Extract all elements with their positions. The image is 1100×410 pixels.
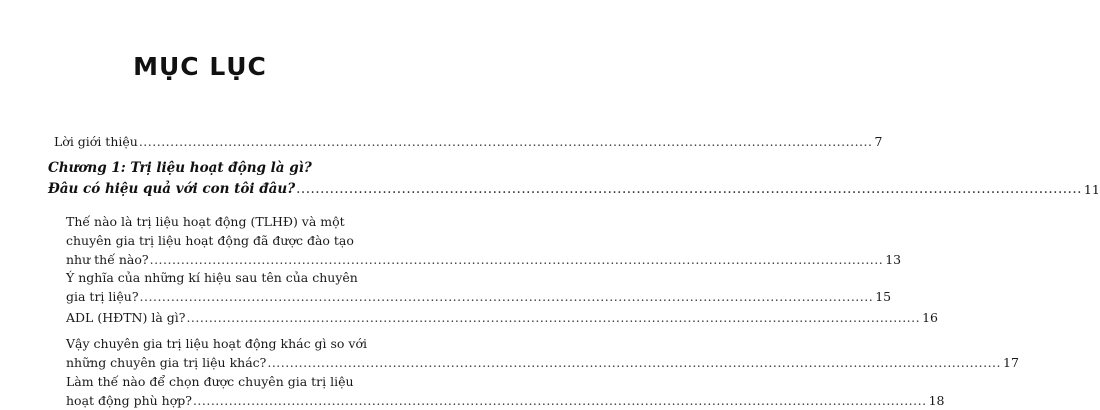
toc-page-number: 7 — [874, 134, 883, 149]
chapter-title-line-1: Chương 1: Trị liệu hoạt động là gì? — [48, 160, 312, 176]
toc-page-number: 15 — [875, 289, 892, 304]
leader-dots — [193, 391, 927, 410]
toc-entry[interactable] — [66, 308, 938, 327]
toc-page-number: 17 — [1003, 355, 1019, 370]
chapter-title-line-2: Đâu có hiệu quả với con tôi đâu? — [48, 181, 296, 197]
leader-dots — [150, 250, 884, 269]
toc-entry-line: Làm thế nào để chọn được chuyên gia trị liệu — [66, 374, 354, 389]
toc-entry[interactable] — [66, 334, 1019, 372]
leader-dots — [186, 308, 920, 327]
toc-entry-label: như thế nào? — [66, 252, 149, 267]
toc-page-number: 13 — [885, 252, 902, 267]
toc-entry-label: những chuyên gia trị liệu khác? — [66, 355, 267, 370]
toc-entry[interactable] — [66, 268, 892, 306]
toc-entry-intro[interactable] — [54, 132, 883, 151]
toc-page-number: 16 — [922, 310, 938, 325]
toc-entry-line: chuyên gia trị liệu hoạt động đã được đào tạo — [66, 233, 354, 248]
toc-entry-line: Thế nào là trị liệu hoạt động (TLHĐ) và một — [66, 214, 345, 229]
toc-entry-label: Lời giới thiệu — [54, 134, 138, 149]
toc-page-number: 18 — [928, 393, 945, 408]
toc-entry-line: Ý nghĩa của những kí hiệu sau tên của chuyên — [66, 270, 358, 285]
toc-chapter-1[interactable] — [48, 158, 1100, 200]
toc-entry-label: gia trị liệu? — [66, 289, 139, 304]
leader-dots — [140, 287, 874, 306]
toc-entry-label: hoạt động phù hợp? — [66, 393, 192, 408]
leader-dots — [139, 132, 873, 151]
toc-entry[interactable] — [66, 212, 902, 269]
leader-dots — [267, 353, 1001, 372]
toc-entry-line: Vậy chuyên gia trị liệu hoạt động khác gì so với — [66, 336, 368, 351]
leader-dots — [296, 179, 1082, 200]
toc-entry[interactable] — [66, 372, 945, 410]
toc-page-number: 11 — [1083, 182, 1100, 197]
toc-entry-label: ADL (HĐTN) là gì? — [66, 310, 186, 325]
page-title: MỤC LỤC — [133, 52, 267, 81]
